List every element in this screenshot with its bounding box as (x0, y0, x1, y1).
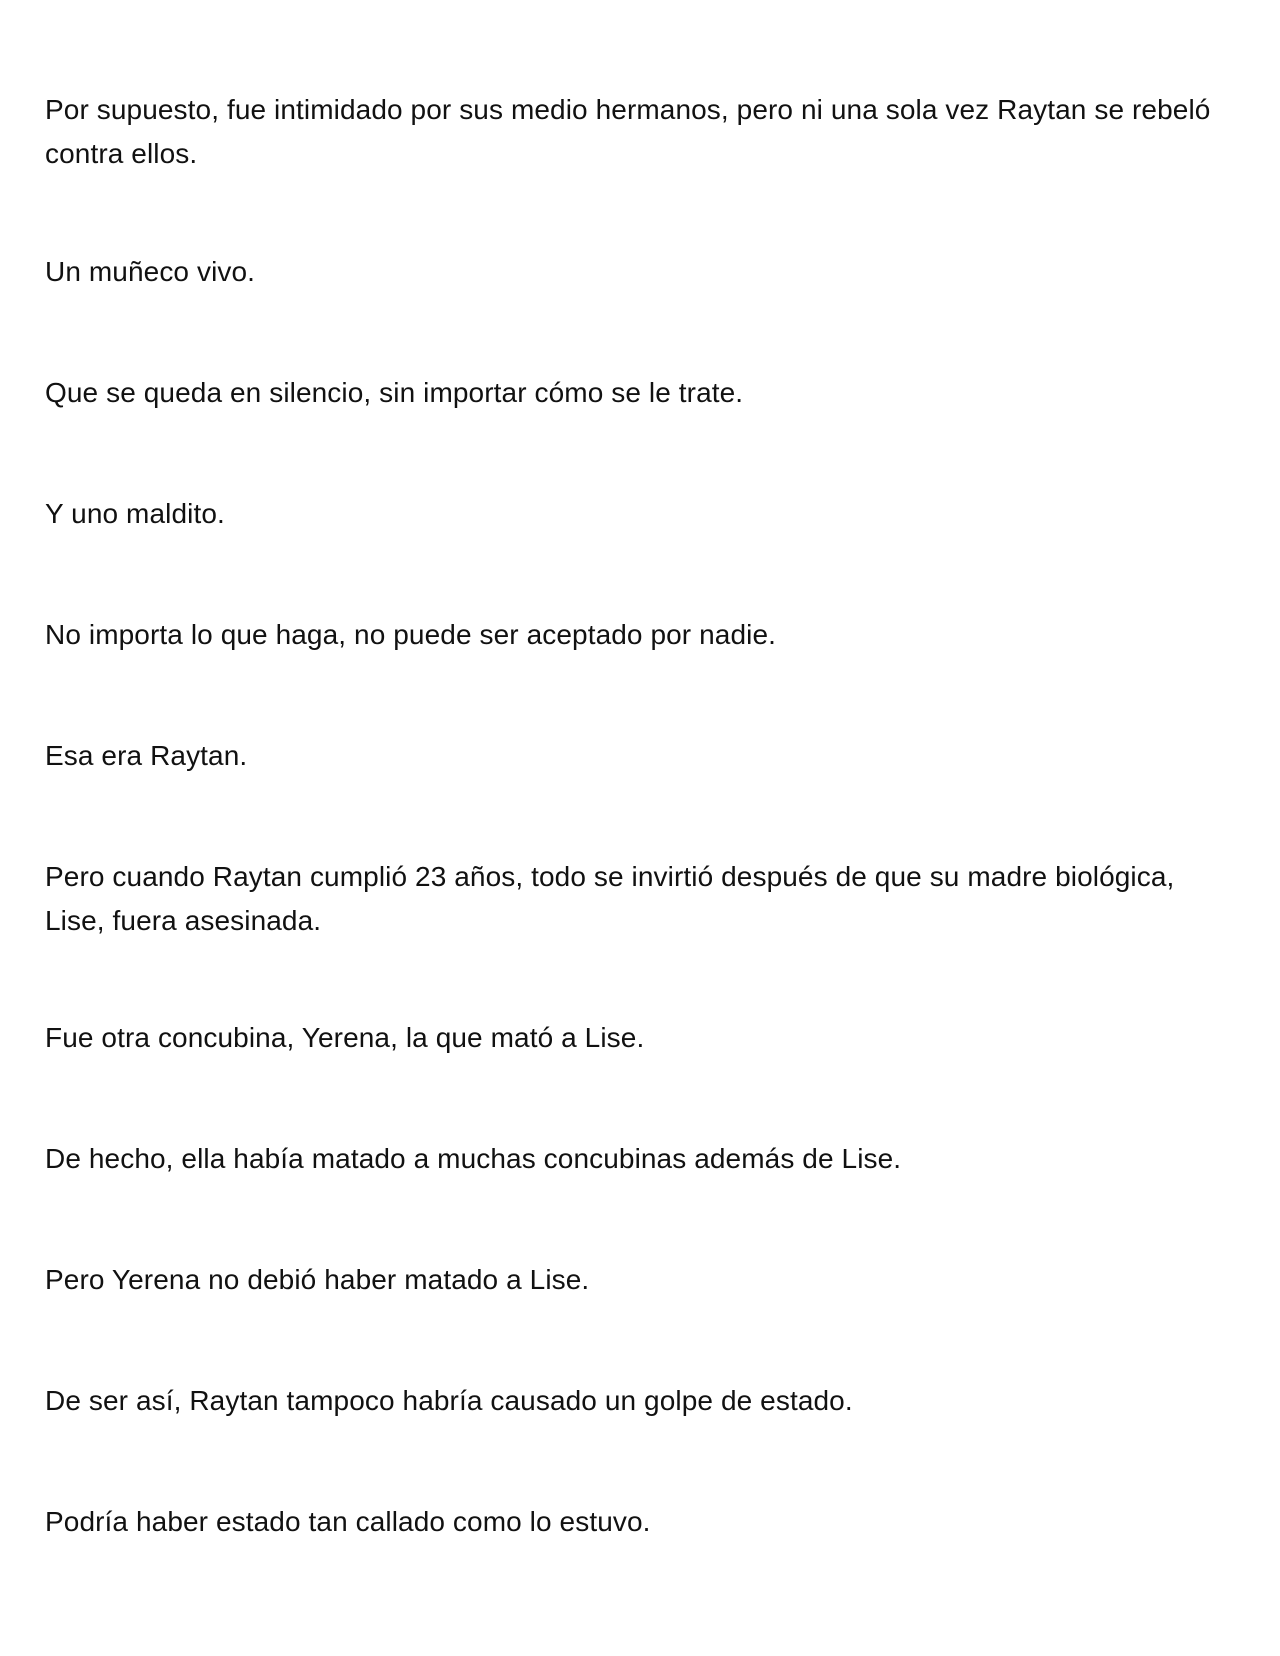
paragraph-5: No importa lo que haga, no puede ser aceptado por nadie. (45, 619, 777, 650)
paragraph-4: Y uno maldito. (45, 498, 225, 529)
paragraph-8: Fue otra concubina, Yerena, la que mató a Lise. (45, 1022, 645, 1053)
paragraph-2: Un muñeco vivo. (45, 256, 256, 287)
paragraph-1: Por supuesto, fue intimidado por sus medio hermanos, pero ni una sola vez Raytan se rebeló contra ellos. (45, 94, 1211, 169)
paragraph-12: Podría haber estado tan callado como lo estuvo. (45, 1506, 651, 1537)
paragraph-3: Que se queda en silencio, sin importar cómo se le trate. (45, 377, 744, 408)
paragraph-6: Esa era Raytan. (45, 740, 248, 771)
paragraph-10: Pero Yerena no debió haber matado a Lise. (45, 1264, 590, 1295)
paragraph-7: Pero cuando Raytan cumplió 23 años, todo se invirtió después de que su madre biológica, Lise, fuera asesinada. (45, 861, 1175, 936)
paragraph-9: De hecho, ella había matado a muchas concubinas además de Lise. (45, 1143, 902, 1174)
paragraph-11: De ser así, Raytan tampoco habría causado un golpe de estado. (45, 1385, 853, 1416)
